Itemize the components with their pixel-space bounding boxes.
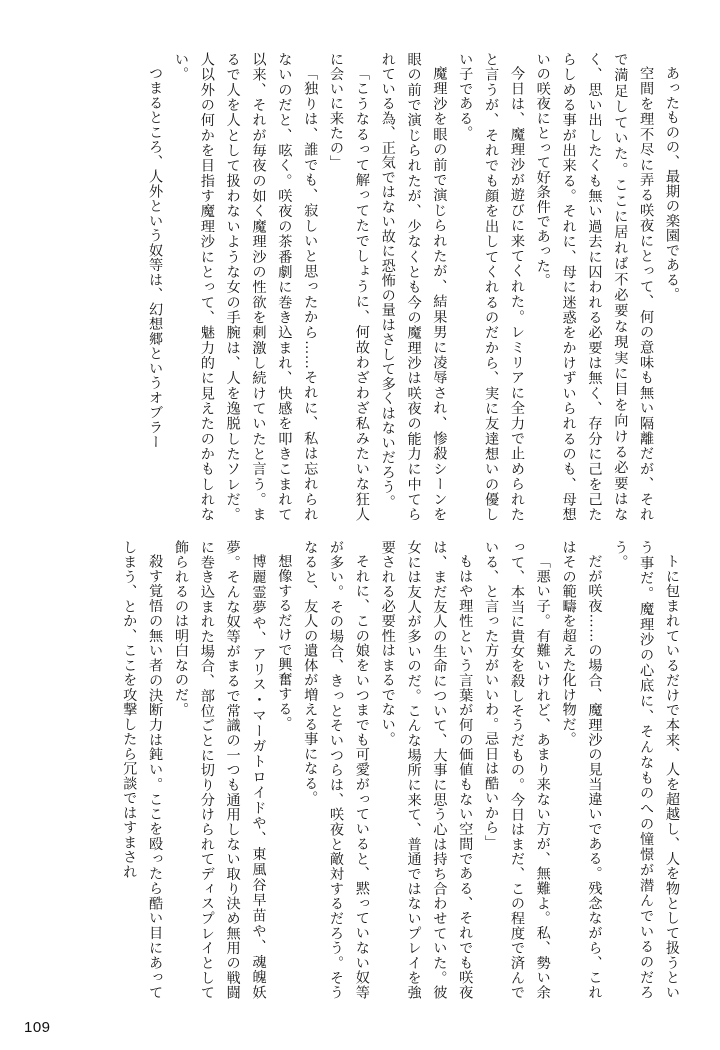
page-number: 109 [24,1019,51,1036]
paragraph: 「悪い子。有難いけれど、あまり来ない方が、無難よ。私、勢い余って、本当に貴女を殺しそうだもの。今日はまだ、この程度で済んでいる、と言った方がいいわ。忌日は酷いから」 [483,540,551,1000]
body-text-upper [141,52,684,522]
paragraph: 魔理沙を眼の前で演じられたが、結果男に凌辱され、惨殺シーンを眼の前で演じられたが、少なくとも今の魔理沙は咲夜の能力に中てられている為、正気ではない故に恐怖の量はさして多くはないだろう。 [379,52,448,522]
paragraph: 空間を理不尽に弄る咲夜にとって、何の意味も無い隔離だが、それで満足していた。ここに居れば不必要な現実に目を向ける必要はなく、思い出したくも無い過去に囚われる必要は無く、存分に己を己たらしめる事が出来る。それに、母に迷惑をかけずいられるのも、母想いの咲夜にとって好条件であった。 [534,52,655,522]
paragraph: それに、この娘をいつまでも可愛がっていると、黙っていない奴等が多い。その場合、きっとそいつらは、咲夜と敵対するだろう。そうなると、友人の遺体が増える事になる。 [302,540,370,1000]
paragraph: つまるところ、人外という奴等は、幻想郷というオブラー [147,66,164,450]
paragraph: 「独りは、誰でも、寂しいと思ったから……それに、私は忘れられないのだと、呟く。咲夜の茶番劇に巻き込まれ、快感を叩きこまれて以来、それが毎夜の如く魔理沙の性欲を刺激し続けていたと言う。まるで人を人として扱わないような女の手腕は、人を逸脱したソレだ。人以外の何かを目指す魔理沙にとって、魅力的に見えたのかもしれない。 [172,52,319,522]
paragraph: トに包まれているだけで本来、人を超越し、人を物として扱うという事だ。魔理沙の心底に、そんなものへの憧憬が潜んでいるのだろう。 [612,540,680,1000]
paragraph: 博麗霊夢や、アリス・マーガトロイドや、東風谷早苗や、魂魄妖夢。そんな奴等がまるで常識の一つも通用しない取り決め無用の戦闘に巻き込まれた場合、部位ごとに切り分けられてディスプレイとして飾られるのは明白なのだ。 [172,540,267,1000]
paragraph: 「こうなるって解ってたでしょうに、何故わざわざ私みたいな狂人に会いに来たの」 [328,52,370,522]
paragraph: あったものの、最期の楽園である。 [664,66,680,303]
paragraph: もはや理性という言葉が何の価値もない空間である、それでも咲夜は、まだ友人の生命について、大事に思う心は持ち合わせていた。彼女には友人が多いのだ。こんな場所に来て、普通ではないプレイを強要される必要性はまるでない。 [379,540,474,1000]
paragraph: 想像するだけで興奮する。 [276,554,293,732]
paragraph: 今日は、魔理沙が遊びに来てくれた。レミリアに全力で止められたと言うが、それでも顔を出してくれるのだから、実に友達想いの優しい子である。 [457,52,525,522]
paragraph: だが咲夜……の場合、魔理沙の見当違いである。残念ながら、これはその範疇を超えた化け物だ。 [560,540,603,1000]
paragraph: 殺す覚悟の無い者の決断力は鈍い。ここを殴ったら酷い目にあってしまう、とか、ここを攻撃したら冗談ではすまされ [121,540,164,1000]
body-text-lower [115,540,684,1000]
